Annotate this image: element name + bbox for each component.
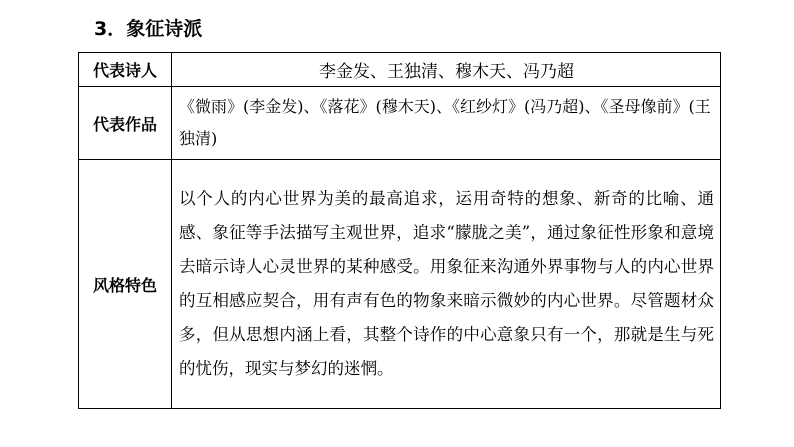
row-label-poets: 代表诗人 xyxy=(79,53,172,87)
table-row-representative-poets xyxy=(79,53,721,87)
row-value-poets: 李金发、王独清、穆木天、冯乃超 xyxy=(172,53,721,87)
row-value-style: 以个人的内心世界为美的最高追求，运用奇特的想象、新奇的比喻、通感、象征等手法描写主观世界，追求“朦胧之美”，通过象征性形象和意境去暗示诗人心灵世界的某种感受。用象征来沟通外界事物与人的内心世界的互相感应契合，用有声有色的物象来暗示微妙的内心世界。尽管题材众多，但从思想内涵上看，其整个诗作的中心意象只有一个，那就是生与死的忧伤，现实与梦幻的迷惘。 xyxy=(172,160,721,409)
table-row-representative-works xyxy=(79,87,721,160)
symbolism-poets-table xyxy=(78,52,721,409)
row-value-works: 《微雨》(李金发)、《落花》(穆木天)、《红纱灯》(冯乃超)、《圣母像前》(王独清) xyxy=(172,87,721,160)
row-label-works: 代表作品 xyxy=(79,87,172,160)
row-label-style: 风格特色 xyxy=(79,160,172,409)
table-row-style-features xyxy=(79,160,721,409)
section-heading: 3．象征诗派 xyxy=(94,18,203,40)
